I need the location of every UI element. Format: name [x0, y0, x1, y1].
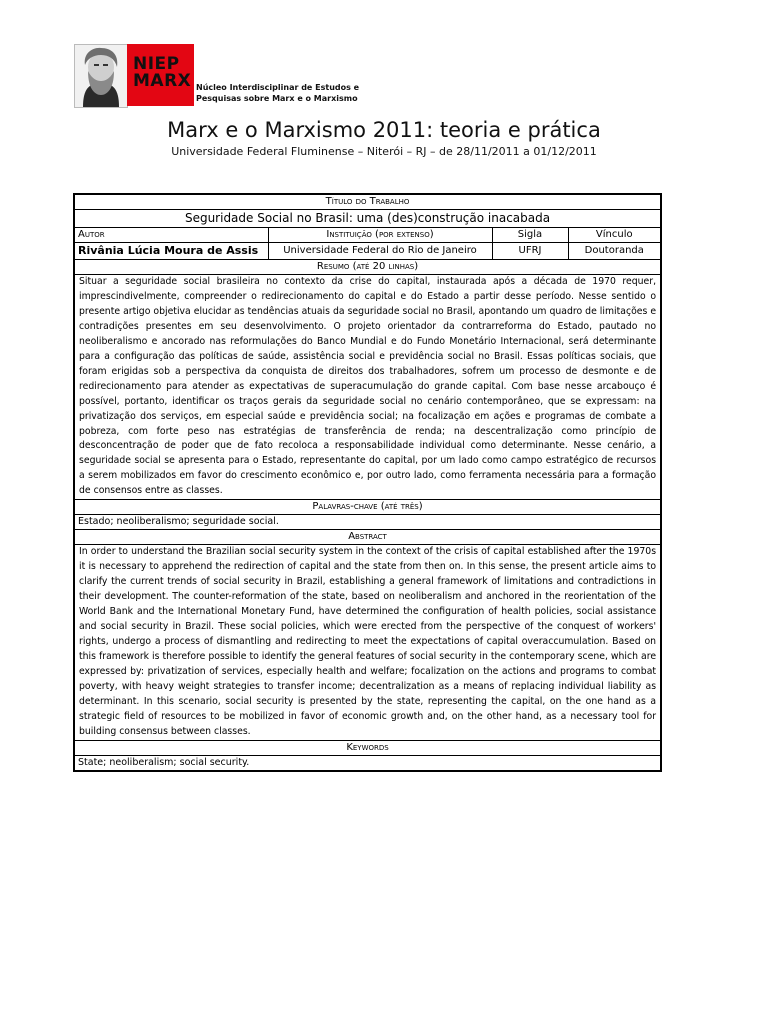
logo-caption-line-1: Núcleo Interdisciplinar de Estudos e: [196, 83, 360, 92]
keywords-en-label-row: [74, 740, 661, 755]
author-header-row: [74, 228, 661, 243]
logo-caption-line-2: Pesquisas sobre Marx e o Marxismo: [196, 94, 358, 103]
keywords-en-row: [74, 755, 661, 771]
page-subtitle: Universidade Federal Fluminense – Niterói – RJ – de 28/11/2011 a 01/12/2011: [171, 145, 597, 158]
abstract-label: Abstract: [74, 530, 661, 545]
author-acronym: UFRJ: [492, 243, 568, 260]
summary-row: [74, 275, 661, 500]
title-label: Título do Trabalho: [74, 194, 661, 210]
keywords-label-row: [74, 500, 661, 515]
logo-red-block: [127, 44, 194, 106]
title-label-row: [74, 194, 661, 210]
abstract-text: In order to understand the Brazilian social security system in the context of the crisis of capital established after the 1970s it is necessary to apprehend the redirection of capital and the state from then on. In this sense, the present article aims to clarify the current trends of social security in Brazil, establishing a general framework of limitations and contradictions in their development. The counter-reformation of the state, based on neoliberalism and anchored in the reorientation of the World Bank and the International Monetary Fund, have determined the configuration of health policies, social assistance and social security in Brazil. These social policies, which were erected from the perspective of the conquest of workers' rights, undergo a process of dismantling and redirecting to meet the expectations of capital overaccumulation. Based on this framework is therefore possible to identify the general features of social security in the contemporary scene, which are expressed by: privatization of services, especially health and welfare; focalization on the actions and programs to combat poverty, with heavy weight strategies to transfer income; decentralization as a means of replacing individual liability as determinant. In this scenario, social security is presented by the state, representing the capital, on the one hand as a strategic field of resources to be mobilized in favor of economic growth and, on the other hand, as a necessary tool for building consensus between classes.: [74, 545, 661, 740]
institution-column-header: Instituição (por extenso): [268, 228, 492, 243]
author-institution: Universidade Federal do Rio de Janeiro: [268, 243, 492, 260]
marx-portrait-image: [74, 44, 128, 108]
niep-marx-logo: [74, 44, 364, 108]
author-row: [74, 243, 661, 260]
abstract-label-row: [74, 530, 661, 545]
keywords-en-text: State; neoliberalism; social security.: [74, 755, 661, 771]
logo-line-2: MARX: [133, 71, 192, 91]
author-bond: Doutoranda: [568, 243, 661, 260]
abstract-row: [74, 545, 661, 740]
work-title: Seguridade Social no Brasil: uma (des)construção inacabada: [74, 210, 661, 228]
acronym-column-header: Sigla: [492, 228, 568, 243]
author-column-header: Autor: [74, 228, 268, 243]
keywords-en-label: Keywords: [74, 740, 661, 755]
logo-caption: [194, 82, 359, 104]
bond-column-header: Vínculo: [568, 228, 661, 243]
summary-label-row: [74, 260, 661, 275]
keywords-row: [74, 515, 661, 530]
summary-text: Situar a seguridade social brasileira no contexto da crise do capital, instaurada após a década de 1970 requer, imprescindivelmente, compreender o redirecionamento do capital e do Estado a partir desse período. Nesse sentido o presente artigo objetiva elucidar as tendências atuais da seguridade social no Brasil, apontando um quadro de limitações e contradições presentes em seu desenvolvimento. O projeto orientador da contrarreforma do Estado, pautado no neoliberalismo e ancorado nas reformulações do Banco Mundial e do Fundo Monetário Internacional, será determinante para a configuração das políticas de saúde, assistência social e previdência social no Brasil. Essas políticas sociais, que foram erigidas sob a perspectiva da conquista de direitos dos trabalhadores, sofrem um processo de desmonte e de redirecionamento para atender as expectativas de superacumulação do grande capital. Com base nesse arcabouço é possível, portanto, identificar os traços gerais da seguridade social no cenário contemporâneo, que se expressam: na privatização dos serviços, em especial saúde e previdência social; na focalização em ações e programas de combate a pobreza, com forte peso nas estratégias de transferência de renda; na descentralização como princípio de desconcentração de poder que de fato recoloca a responsabilidade individual como determinante. Nesse cenário, a seguridade social se apresenta para o Estado, representante do capital, por um lado como campo estratégico de recursos a serem mobilizados em favor do crescimento econômico e, por outro lado, como ferramenta necessária para a formação de consensos entre as classes.: [74, 275, 661, 500]
submission-form-table: [73, 193, 662, 772]
keywords-label: Palavras-chave (até três): [74, 500, 661, 515]
logo-line-1: NIEP: [133, 54, 180, 74]
page-title: Marx e o Marxismo 2011: teoria e prática: [167, 118, 601, 142]
work-title-row: [74, 210, 661, 228]
summary-label: Resumo (até 20 linhas): [74, 260, 661, 275]
author-name: Rivânia Lúcia Moura de Assis: [74, 243, 268, 260]
keywords-text: Estado; neoliberalismo; seguridade social.: [74, 515, 661, 530]
